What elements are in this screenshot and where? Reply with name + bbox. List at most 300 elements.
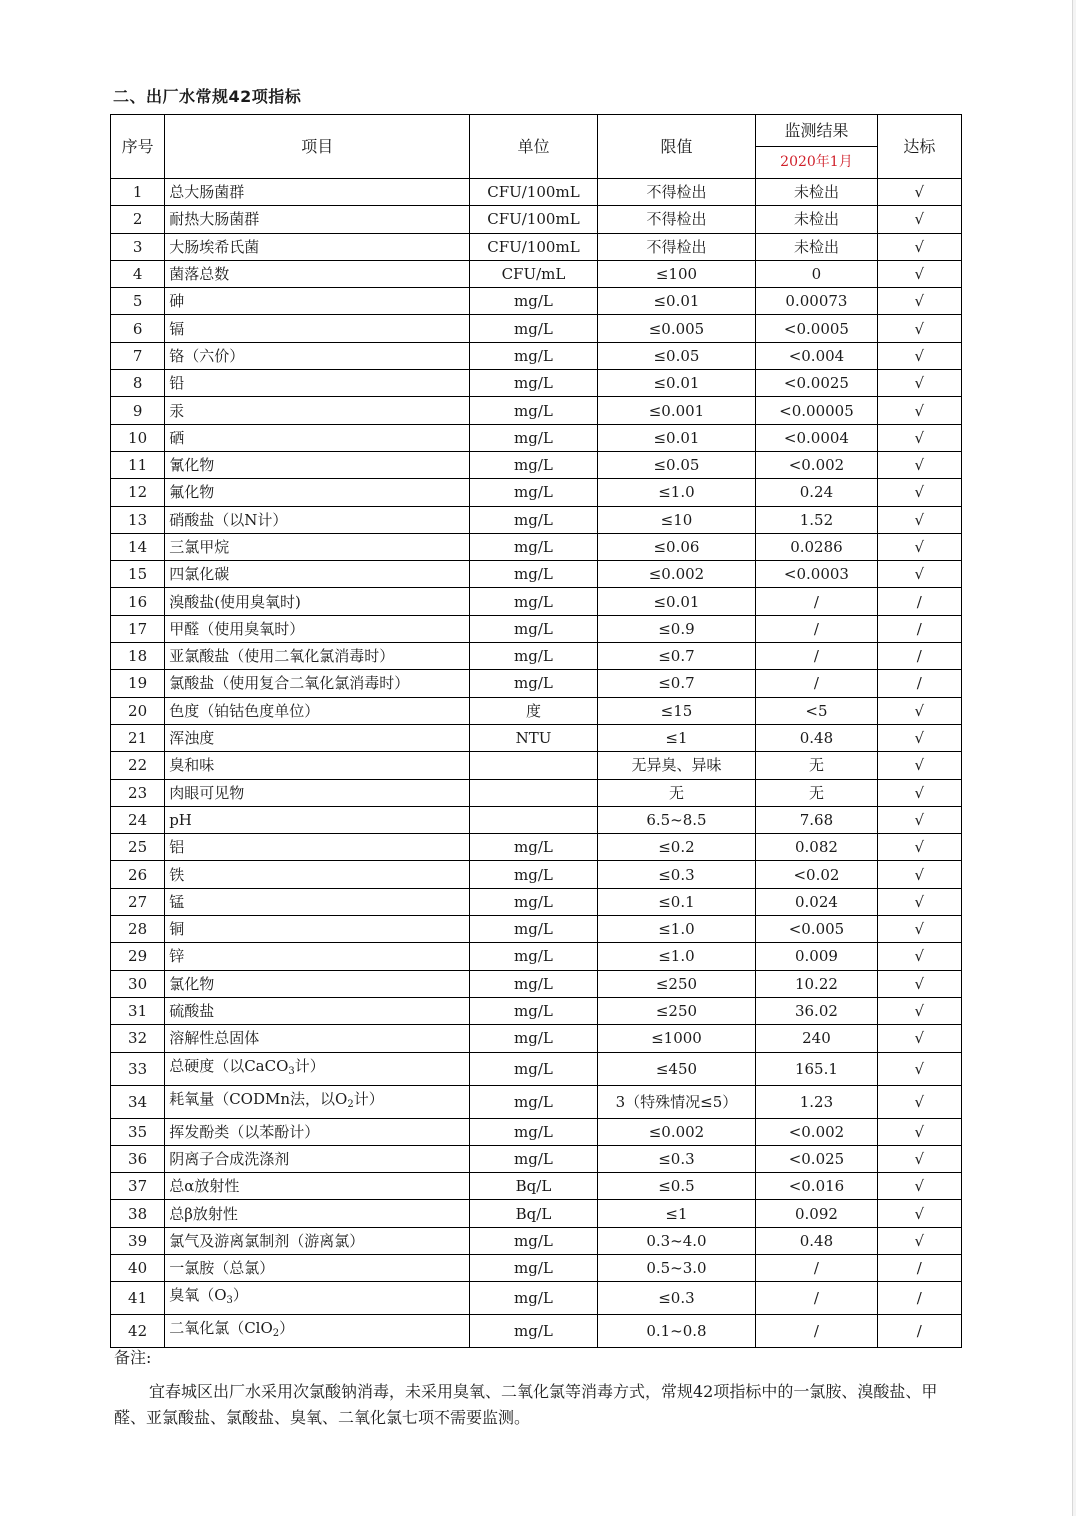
cell-limit: ≤450: [597, 1052, 756, 1085]
cell-limit: ≤0.3: [597, 1282, 756, 1315]
cell-unit: mg/L: [470, 1227, 597, 1254]
table-row: [111, 1200, 962, 1227]
cell-no: 6: [111, 315, 165, 342]
cell-no: 9: [111, 397, 165, 424]
cell-unit: mg/L: [470, 1145, 597, 1172]
cell-result: <0.016: [756, 1173, 877, 1200]
cell-unit: mg/L: [470, 1052, 597, 1085]
table-row: [111, 916, 962, 943]
header-no: 序号: [111, 115, 165, 179]
cell-item: 大肠埃希氏菌: [165, 233, 470, 260]
cell-unit: mg/L: [470, 670, 597, 697]
cell-limit: ≤0.3: [597, 1145, 756, 1172]
cell-item: 溴酸盐(使用臭氧时): [165, 588, 470, 615]
cell-limit: ≤0.3: [597, 861, 756, 888]
cell-no: 3: [111, 233, 165, 260]
cell-result: 0.082: [756, 834, 877, 861]
cell-unit: mg/L: [470, 1025, 597, 1052]
cell-ok: √: [877, 1025, 961, 1052]
cell-limit: ≤0.005: [597, 315, 756, 342]
cell-result: <0.00005: [756, 397, 877, 424]
cell-unit: Bq/L: [470, 1200, 597, 1227]
cell-ok: √: [877, 943, 961, 970]
cell-unit: mg/L: [470, 288, 597, 315]
cell-result: /: [756, 588, 877, 615]
cell-ok: /: [877, 670, 961, 697]
cell-limit: ≤0.01: [597, 588, 756, 615]
cell-item: pH: [165, 806, 470, 833]
cell-result: 0.0286: [756, 533, 877, 560]
cell-unit: CFU/100mL: [470, 206, 597, 233]
cell-ok: √: [877, 752, 961, 779]
cell-limit: ≤250: [597, 997, 756, 1024]
cell-no: 26: [111, 861, 165, 888]
cell-limit: 0.3~4.0: [597, 1227, 756, 1254]
table-row: [111, 179, 962, 206]
item-text: ）: [232, 1286, 248, 1305]
cell-unit: mg/L: [470, 533, 597, 560]
table-row: [111, 1315, 962, 1348]
table-row: [111, 506, 962, 533]
table-row: [111, 260, 962, 287]
cell-result: 未检出: [756, 206, 877, 233]
cell-no: 42: [111, 1315, 165, 1348]
cell-item: 镉: [165, 315, 470, 342]
cell-no: 4: [111, 260, 165, 287]
cell-result: /: [756, 1254, 877, 1281]
item-text: 计）: [294, 1056, 325, 1075]
cell-ok: √: [877, 424, 961, 451]
table-row: [111, 943, 962, 970]
table-row: [111, 697, 962, 724]
cell-unit: mg/L: [470, 1254, 597, 1281]
table-row: [111, 370, 962, 397]
cell-result: <0.0003: [756, 561, 877, 588]
cell-limit: 0.1~0.8: [597, 1315, 756, 1348]
cell-unit: 度: [470, 697, 597, 724]
cell-ok: √: [877, 1052, 961, 1085]
cell-no: 35: [111, 1118, 165, 1145]
table-row: [111, 1145, 962, 1172]
table-row: [111, 970, 962, 997]
cell-limit: ≤0.05: [597, 342, 756, 369]
table-row: [111, 1052, 962, 1085]
cell-item: 锰: [165, 888, 470, 915]
cell-item: 总β放射性: [165, 1200, 470, 1227]
cell-item: 铜: [165, 916, 470, 943]
header-unit: 单位: [470, 115, 597, 179]
cell-unit: [470, 752, 597, 779]
cell-ok: /: [877, 588, 961, 615]
cell-ok: √: [877, 506, 961, 533]
cell-result: 7.68: [756, 806, 877, 833]
cell-result: <0.02: [756, 861, 877, 888]
cell-item: 菌落总数: [165, 260, 470, 287]
table-row: [111, 233, 962, 260]
cell-limit: ≤0.1: [597, 888, 756, 915]
cell-no: 36: [111, 1145, 165, 1172]
cell-result: 36.02: [756, 997, 877, 1024]
cell-ok: /: [877, 1315, 961, 1348]
cell-result: <0.0025: [756, 370, 877, 397]
cell-unit: CFU/100mL: [470, 233, 597, 260]
cell-unit: mg/L: [470, 315, 597, 342]
table-row: [111, 724, 962, 751]
table-row: [111, 861, 962, 888]
subscript: 2: [347, 1098, 354, 1110]
cell-item: 阴离子合成洗涤剂: [165, 1145, 470, 1172]
cell-item: 氯化物: [165, 970, 470, 997]
cell-limit: 无: [597, 779, 756, 806]
table-row: [111, 779, 962, 806]
cell-ok: √: [877, 451, 961, 478]
table-body: [111, 179, 962, 1348]
cell-unit: mg/L: [470, 479, 597, 506]
cell-unit: CFU/mL: [470, 260, 597, 287]
cell-item: 甲醛（使用臭氧时）: [165, 615, 470, 642]
cell-no: 33: [111, 1052, 165, 1085]
subscript: 3: [226, 1295, 233, 1307]
cell-no: 19: [111, 670, 165, 697]
cell-ok: √: [877, 370, 961, 397]
cell-result: <5: [756, 697, 877, 724]
cell-result: 无: [756, 779, 877, 806]
cell-item: 四氯化碳: [165, 561, 470, 588]
cell-ok: √: [877, 888, 961, 915]
table-row: [111, 588, 962, 615]
cell-no: 29: [111, 943, 165, 970]
cell-unit: mg/L: [470, 861, 597, 888]
table-row: [111, 752, 962, 779]
cell-ok: √: [877, 260, 961, 287]
cell-ok: /: [877, 643, 961, 670]
cell-ok: /: [877, 1282, 961, 1315]
cell-ok: √: [877, 834, 961, 861]
table-row: [111, 1173, 962, 1200]
header-item: 项目: [165, 115, 470, 179]
item-text: 总硬度（以CaCO: [169, 1056, 289, 1075]
cell-item: 耐热大肠菌群: [165, 206, 470, 233]
cell-result: /: [756, 1315, 877, 1348]
cell-ok: √: [877, 342, 961, 369]
cell-result: 0.00073: [756, 288, 877, 315]
cell-ok: √: [877, 315, 961, 342]
table-row: [111, 834, 962, 861]
cell-result: /: [756, 1282, 877, 1315]
note-text: 宜春城区出厂水采用次氯酸钠消毒，未采用臭氧、二氧化氯等消毒方式，常规42项指标中的一氯胺、溴酸盐、甲醛、亚氯酸盐、氯酸盐、臭氧、二氧化氯七项不需要监测。: [114, 1382, 938, 1427]
cell-limit: ≤0.001: [597, 397, 756, 424]
cell-ok: √: [877, 970, 961, 997]
cell-item: 亚氯酸盐（使用二氧化氯消毒时）: [165, 643, 470, 670]
cell-ok: √: [877, 916, 961, 943]
cell-result: /: [756, 643, 877, 670]
cell-item: 总α放射性: [165, 1173, 470, 1200]
table-row: [111, 1118, 962, 1145]
cell-item: 硫酸盐: [165, 997, 470, 1024]
cell-item: 臭和味: [165, 752, 470, 779]
cell-no: 22: [111, 752, 165, 779]
cell-unit: mg/L: [470, 888, 597, 915]
cell-item: 铝: [165, 834, 470, 861]
cell-limit: ≤15: [597, 697, 756, 724]
cell-result: /: [756, 615, 877, 642]
cell-limit: 不得检出: [597, 206, 756, 233]
cell-no: 16: [111, 588, 165, 615]
table-header: [111, 115, 962, 179]
subscript: 2: [272, 1328, 280, 1340]
cell-ok: √: [877, 1200, 961, 1227]
cell-unit: CFU/100mL: [470, 179, 597, 206]
cell-no: 27: [111, 888, 165, 915]
cell-result: 10.22: [756, 970, 877, 997]
cell-ok: √: [877, 397, 961, 424]
cell-ok: √: [877, 779, 961, 806]
cell-no: 20: [111, 697, 165, 724]
cell-ok: √: [877, 533, 961, 560]
cell-item: 砷: [165, 288, 470, 315]
cell-limit: ≤0.01: [597, 424, 756, 451]
cell-item: 肉眼可见物: [165, 779, 470, 806]
cell-unit: mg/L: [470, 588, 597, 615]
cell-item: 一氯胺（总氯）: [165, 1254, 470, 1281]
table-row: [111, 288, 962, 315]
item-text: 二氧化氯（ClO: [169, 1319, 273, 1338]
cell-result: 1.23: [756, 1085, 877, 1118]
cell-no: 2: [111, 206, 165, 233]
cell-result: 0: [756, 260, 877, 287]
cell-no: 1: [111, 179, 165, 206]
cell-no: 21: [111, 724, 165, 751]
table-row: [111, 997, 962, 1024]
table-row: [111, 451, 962, 478]
cell-result: 无: [756, 752, 877, 779]
cell-limit: ≤1: [597, 1200, 756, 1227]
cell-result: 165.1: [756, 1052, 877, 1085]
cell-item: 硒: [165, 424, 470, 451]
table-row: [111, 888, 962, 915]
cell-no: 28: [111, 916, 165, 943]
table-row: [111, 424, 962, 451]
item-text: ）: [279, 1319, 295, 1338]
cell-item: [165, 1085, 470, 1118]
cell-no: 34: [111, 1085, 165, 1118]
cell-ok: √: [877, 1173, 961, 1200]
cell-item: 色度（铂钴色度单位）: [165, 697, 470, 724]
table-row: [111, 1025, 962, 1052]
cell-unit: mg/L: [470, 1315, 597, 1348]
cell-limit: ≤1.0: [597, 943, 756, 970]
cell-unit: [470, 779, 597, 806]
cell-result: <0.004: [756, 342, 877, 369]
cell-no: 18: [111, 643, 165, 670]
cell-limit: ≤0.9: [597, 615, 756, 642]
cell-result: 0.092: [756, 1200, 877, 1227]
cell-result: 未检出: [756, 233, 877, 260]
cell-unit: mg/L: [470, 424, 597, 451]
cell-limit: ≤0.2: [597, 834, 756, 861]
cell-result: <0.025: [756, 1145, 877, 1172]
table-row: [111, 342, 962, 369]
cell-unit: mg/L: [470, 1282, 597, 1315]
cell-no: 40: [111, 1254, 165, 1281]
cell-unit: mg/L: [470, 643, 597, 670]
cell-unit: mg/L: [470, 451, 597, 478]
cell-limit: ≤0.5: [597, 1173, 756, 1200]
cell-limit: ≤0.01: [597, 288, 756, 315]
cell-item: 氰化物: [165, 451, 470, 478]
cell-no: 41: [111, 1282, 165, 1315]
cell-ok: √: [877, 561, 961, 588]
cell-limit: ≤10: [597, 506, 756, 533]
cell-limit: ≤0.7: [597, 670, 756, 697]
cell-item: 硝酸盐（以N计）: [165, 506, 470, 533]
cell-no: 38: [111, 1200, 165, 1227]
cell-unit: mg/L: [470, 397, 597, 424]
cell-unit: mg/L: [470, 1085, 597, 1118]
cell-ok: √: [877, 997, 961, 1024]
cell-item: 汞: [165, 397, 470, 424]
cell-unit: mg/L: [470, 943, 597, 970]
cell-item: 铬（六价）: [165, 342, 470, 369]
cell-ok: √: [877, 288, 961, 315]
cell-limit: ≤0.7: [597, 643, 756, 670]
cell-unit: mg/L: [470, 561, 597, 588]
cell-result: 240: [756, 1025, 877, 1052]
table-row: [111, 533, 962, 560]
cell-ok: √: [877, 806, 961, 833]
item-text: 计）: [353, 1089, 384, 1108]
cell-limit: ≤1.0: [597, 916, 756, 943]
table-row: [111, 1085, 962, 1118]
table-row: [111, 206, 962, 233]
cell-result: 0.48: [756, 1227, 877, 1254]
cell-item: 锌: [165, 943, 470, 970]
cell-limit: ≤0.002: [597, 1118, 756, 1145]
cell-unit: mg/L: [470, 342, 597, 369]
cell-no: 23: [111, 779, 165, 806]
cell-no: 31: [111, 997, 165, 1024]
cell-unit: [470, 806, 597, 833]
cell-unit: mg/L: [470, 916, 597, 943]
cell-ok: √: [877, 1118, 961, 1145]
cell-no: 32: [111, 1025, 165, 1052]
header-result: 监测结果: [756, 115, 877, 147]
cell-limit: ≤250: [597, 970, 756, 997]
cell-unit: mg/L: [470, 834, 597, 861]
cell-no: 7: [111, 342, 165, 369]
cell-unit: NTU: [470, 724, 597, 751]
cell-item: [165, 1052, 470, 1085]
cell-limit: ≤0.002: [597, 561, 756, 588]
cell-no: 14: [111, 533, 165, 560]
table-row: [111, 1254, 962, 1281]
cell-item: [165, 1282, 470, 1315]
item-text: 耗氧量（CODMn法，以O: [169, 1089, 348, 1108]
cell-no: 5: [111, 288, 165, 315]
cell-ok: √: [877, 179, 961, 206]
cell-limit: ≤1: [597, 724, 756, 751]
cell-no: 39: [111, 1227, 165, 1254]
cell-unit: mg/L: [470, 997, 597, 1024]
cell-no: 11: [111, 451, 165, 478]
cell-unit: mg/L: [470, 370, 597, 397]
cell-result: <0.002: [756, 451, 877, 478]
cell-result: <0.005: [756, 916, 877, 943]
subscript: 3: [288, 1065, 295, 1077]
cell-ok: √: [877, 724, 961, 751]
cell-item: [165, 1315, 470, 1348]
cell-result: 未检出: [756, 179, 877, 206]
cell-ok: √: [877, 861, 961, 888]
cell-item: 铁: [165, 861, 470, 888]
table-row: [111, 1282, 962, 1315]
cell-ok: √: [877, 697, 961, 724]
cell-result: 0.48: [756, 724, 877, 751]
cell-result: <0.0004: [756, 424, 877, 451]
cell-unit: mg/L: [470, 615, 597, 642]
cell-limit: 不得检出: [597, 179, 756, 206]
cell-limit: 不得检出: [597, 233, 756, 260]
cell-ok: √: [877, 1085, 961, 1118]
cell-unit: mg/L: [470, 1118, 597, 1145]
cell-no: 24: [111, 806, 165, 833]
cell-no: 8: [111, 370, 165, 397]
cell-result: 0.024: [756, 888, 877, 915]
cell-item: 总大肠菌群: [165, 179, 470, 206]
cell-limit: ≤1.0: [597, 479, 756, 506]
table-row: [111, 315, 962, 342]
cell-result: 0.24: [756, 479, 877, 506]
section-title: 二、出厂水常规42项指标: [113, 87, 302, 106]
cell-unit: Bq/L: [470, 1173, 597, 1200]
cell-item: 挥发酚类（以苯酚计）: [165, 1118, 470, 1145]
cell-limit: 3（特殊情况≤5）: [597, 1085, 756, 1118]
item-text: 臭氧（O: [169, 1286, 227, 1305]
cell-limit: ≤100: [597, 260, 756, 287]
cell-no: 17: [111, 615, 165, 642]
cell-ok: /: [877, 615, 961, 642]
cell-ok: √: [877, 1145, 961, 1172]
table-row: [111, 561, 962, 588]
cell-item: 溶解性总固体: [165, 1025, 470, 1052]
cell-limit: ≤0.01: [597, 370, 756, 397]
cell-ok: √: [877, 479, 961, 506]
table-row: [111, 643, 962, 670]
cell-limit: 无异臭、异味: [597, 752, 756, 779]
cell-result: <0.0005: [756, 315, 877, 342]
header-period: 2020年1月: [756, 147, 877, 179]
header-limit: 限值: [597, 115, 756, 179]
cell-item: 氟化物: [165, 479, 470, 506]
note-label: 备注:: [114, 1348, 152, 1367]
cell-item: 氯气及游离氯制剂（游离氯）: [165, 1227, 470, 1254]
cell-ok: √: [877, 1227, 961, 1254]
cell-limit: ≤0.06: [597, 533, 756, 560]
cell-result: 1.52: [756, 506, 877, 533]
cell-no: 25: [111, 834, 165, 861]
table-row: [111, 615, 962, 642]
cell-limit: 6.5~8.5: [597, 806, 756, 833]
cell-result: 0.009: [756, 943, 877, 970]
cell-ok: /: [877, 1254, 961, 1281]
cell-result: <0.002: [756, 1118, 877, 1145]
table-row: [111, 479, 962, 506]
cell-item: 浑浊度: [165, 724, 470, 751]
table-row: [111, 806, 962, 833]
cell-no: 10: [111, 424, 165, 451]
cell-limit: 0.5~3.0: [597, 1254, 756, 1281]
cell-item: 氯酸盐（使用复合二氧化氯消毒时）: [165, 670, 470, 697]
